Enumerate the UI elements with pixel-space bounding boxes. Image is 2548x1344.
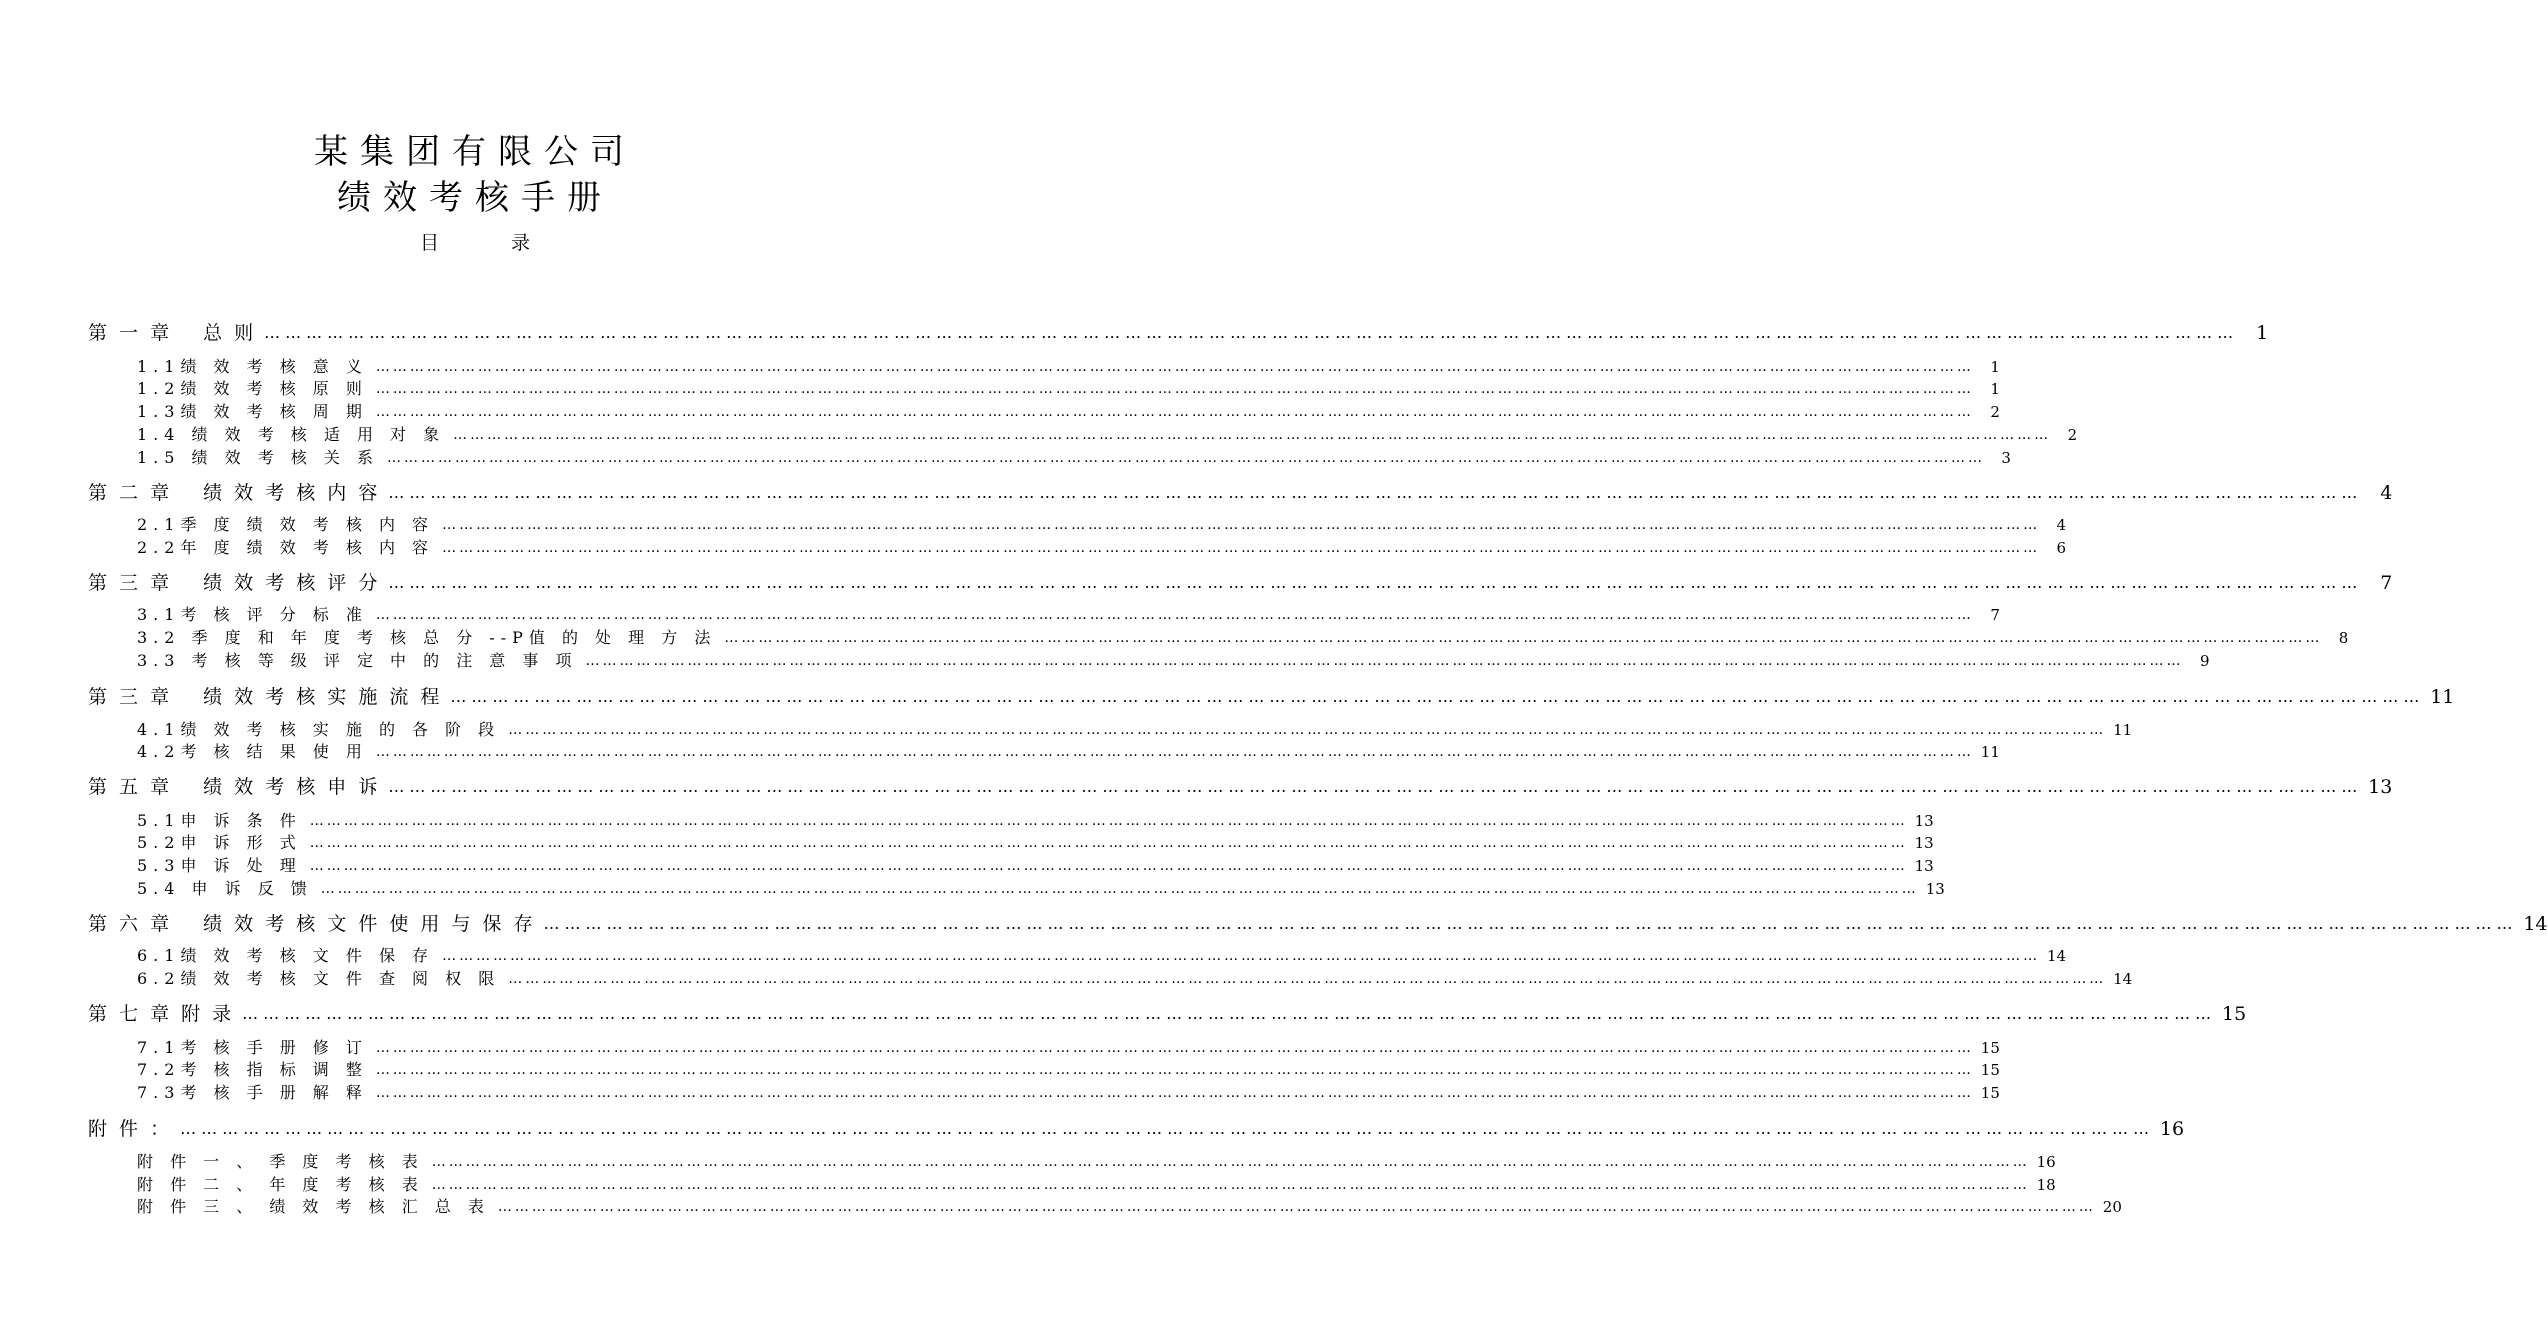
toc-dot-leader: ………………………………………………………………………………………………………………………………………………………………………………………………………………………………………………………… [388, 777, 2363, 796]
toc-page-number: 16 [2159, 1118, 2185, 1140]
toc-entry-label: 第 三 章 绩 效 考 核 评 分 [88, 572, 381, 594]
toc-dot-leader: ………………………………………………………………………………………………………………………………………………………………………………………………………………………………………………………… [180, 1119, 2155, 1138]
toc-entry-label: 5.1申 诉 条 件 [137, 811, 302, 830]
toc-dot-leader: ………………………………………………………………………………………………………………………………………………………………………………………………………………………………………………………… [375, 359, 1974, 375]
toc-entry-label: 5.3申 诉 处 理 [137, 856, 302, 875]
toc-section-row[interactable] [137, 1037, 2000, 1059]
toc-page-number: 2 [1990, 403, 2000, 421]
toc-page-number: 16 [2036, 1153, 2056, 1171]
toc-dot-leader: ………………………………………………………………………………………………………………………………………………………………………………………………………………………………………………………… [442, 948, 2041, 964]
toc-page-number: 14 [2046, 947, 2067, 965]
toc-page-number: 2 [2067, 426, 2078, 444]
toc-entry-label: 7.1考 核 手 册 修 订 [137, 1038, 368, 1057]
toc-page-number: 13 [1914, 834, 1934, 852]
toc-entry-label: 1.1绩 效 考 核 意 义 [137, 357, 368, 376]
title-line-1: 某集团有限公司 [314, 132, 636, 172]
toc-dot-leader: ………………………………………………………………………………………………………………………………………………………………………………………………………………………………………………………… [388, 483, 2363, 502]
toc-entry-label: 1.3绩 效 考 核 周 期 [137, 402, 368, 421]
toc-section-row[interactable] [137, 356, 2000, 378]
toc-dot-leader: ………………………………………………………………………………………………………………………………………………………………………………………………………………………………………………………… [320, 881, 1919, 897]
toc-page-number: 9 [2199, 652, 2210, 670]
toc-entry-label: 6.1绩 效 考 核 文 件 保 存 [137, 946, 435, 965]
toc-dot-leader: ………………………………………………………………………………………………………………………………………………………………………………………………………………………………………………………… [508, 722, 2107, 738]
toc-dot-leader: ………………………………………………………………………………………………………………………………………………………………………………………………………………………………………………………… [375, 744, 1974, 760]
toc-entry-label: 1.2绩 效 考 核 原 则 [137, 379, 368, 398]
toc-dot-leader: ………………………………………………………………………………………………………………………………………………………………………………………………………………………………………………………… [442, 540, 2041, 556]
toc-page-number: 15 [1980, 1061, 2000, 1079]
toc-entry-label: 第 七 章 附 录 [88, 1003, 235, 1025]
toc-dot-leader: ………………………………………………………………………………………………………………………………………………………………………………………………………………………………………………………… [497, 1199, 2096, 1215]
toc-page-number: 6 [2056, 539, 2067, 557]
toc-entry-label: 1.4 绩 效 考 核 适 用 对 象 [137, 425, 446, 444]
toc-chapter-row[interactable] [88, 685, 2455, 709]
toc-dot-leader: ………………………………………………………………………………………………………………………………………………………………………………………………………………………………………………………… [375, 1062, 1974, 1078]
toc-section-row[interactable] [137, 810, 1934, 832]
toc-dot-leader: ………………………………………………………………………………………………………………………………………………………………………………………………………………………………………………………… [309, 858, 1908, 874]
toc-heading-left: 目 [419, 232, 439, 254]
toc-entry-label: 附 件 二 、 年 度 考 核 表 [137, 1175, 424, 1194]
toc-dot-leader: ………………………………………………………………………………………………………………………………………………………………………………………………………………………………………………………… [442, 517, 2041, 533]
toc-dot-leader: ………………………………………………………………………………………………………………………………………………………………………………………………………………………………………………………… [375, 607, 1974, 623]
toc-dot-leader: ………………………………………………………………………………………………………………………………………………………………………………………………………………………………………………………… [375, 1085, 1974, 1101]
toc-entry-label: 4.2考 核 结 果 使 用 [137, 742, 368, 761]
toc-heading-right: 录 [511, 232, 531, 254]
toc-entry-label: 附 件 三 、 绩 效 考 核 汇 总 表 [137, 1197, 490, 1216]
toc-entry-label: 2.2年 度 绩 效 考 核 内 容 [137, 538, 435, 557]
toc-page-number: 1 [1990, 380, 2000, 398]
toc-page-number: 11 [1980, 743, 2000, 761]
toc-entry-label: 6.2绩 效 考 核 文 件 查 阅 权 限 [137, 969, 501, 988]
toc-page-number: 11 [2430, 686, 2455, 708]
toc-page-number: 1 [1990, 358, 2000, 376]
toc-chapter-row[interactable] [88, 912, 2548, 936]
toc-chapter-row[interactable] [88, 321, 2269, 345]
toc-page-number: 15 [1980, 1039, 2000, 1057]
toc-dot-leader: ………………………………………………………………………………………………………………………………………………………………………………………………………………………………………………………… [375, 1040, 1974, 1056]
toc-page-number: 13 [1914, 857, 1934, 875]
toc-dot-leader: ………………………………………………………………………………………………………………………………………………………………………………………………………………………………………………………… [585, 653, 2184, 669]
toc-entry-label: 第 五 章 绩 效 考 核 申 诉 [88, 776, 381, 798]
toc-section-row[interactable] [137, 1196, 2122, 1218]
toc-section-row[interactable] [137, 832, 1934, 854]
toc-entry-label: 2.1季 度 绩 效 考 核 内 容 [137, 515, 435, 534]
toc-section-row[interactable] [137, 968, 2133, 990]
toc-dot-leader: ………………………………………………………………………………………………………………………………………………………………………………………………………………………………………………………… [264, 323, 2239, 342]
toc-entry-label: 7.2考 核 指 标 调 整 [137, 1060, 368, 1079]
toc-page-number: 15 [1980, 1084, 2000, 1102]
toc-chapter-row[interactable] [88, 1002, 2247, 1026]
toc-dot-leader: ………………………………………………………………………………………………………………………………………………………………………………………………………………………………………………………… [508, 971, 2107, 987]
toc-dot-leader: ………………………………………………………………………………………………………………………………………………………………………………………………………………………………………………………… [450, 687, 2425, 706]
toc-section-row[interactable] [137, 447, 2011, 469]
toc-page-number: 13 [1914, 812, 1934, 830]
toc-section-row[interactable] [137, 650, 2210, 672]
toc-dot-leader: ………………………………………………………………………………………………………………………………………………………………………………………………………………………………………………………… [242, 1004, 2217, 1023]
toc-section-row[interactable] [137, 424, 2078, 446]
toc-entry-label: 7.3考 核 手 册 解 释 [137, 1083, 368, 1102]
toc-page-number: 20 [2102, 1198, 2122, 1216]
toc-section-row[interactable] [137, 719, 2133, 741]
toc-chapter-row[interactable] [88, 1117, 2185, 1141]
toc-page-number: 11 [2113, 721, 2133, 739]
toc-dot-leader: ………………………………………………………………………………………………………………………………………………………………………………………………………………………………………………………… [386, 450, 1985, 466]
toc-dot-leader: ………………………………………………………………………………………………………………………………………………………………………………………………………………………………………………………… [543, 914, 2518, 933]
toc-dot-leader: ………………………………………………………………………………………………………………………………………………………………………………………………………………………………………………………… [309, 835, 1908, 851]
toc-page-number: 15 [2221, 1003, 2247, 1025]
toc-section-row[interactable] [137, 855, 1934, 877]
toc-section-row[interactable] [137, 1174, 2056, 1196]
toc-page-number: 13 [1925, 880, 1945, 898]
toc-page-number: 1 [2256, 322, 2269, 344]
toc-entry-label: 第 三 章 绩 效 考 核 实 施 流 程 [88, 686, 443, 708]
toc-section-row[interactable] [137, 1151, 2056, 1173]
toc-section-row[interactable] [137, 878, 1945, 900]
toc-page-number: 4 [2056, 516, 2067, 534]
toc-section-row[interactable] [137, 378, 2000, 400]
toc-page-number: 13 [2368, 776, 2393, 798]
toc-page-number: 3 [2001, 449, 2011, 467]
toc-chapter-row[interactable] [88, 775, 2393, 799]
toc-entry-label: 附 件 ： [88, 1118, 173, 1140]
toc-dot-leader: ………………………………………………………………………………………………………………………………………………………………………………………………………………………………………………………… [453, 427, 2052, 443]
toc-section-row[interactable] [137, 401, 2000, 423]
toc-section-row[interactable] [137, 627, 2349, 649]
title-line-2: 绩效考核手册 [337, 178, 613, 218]
toc-chapter-row[interactable] [88, 571, 2393, 595]
toc-heading [0, 230, 950, 256]
toc-section-row[interactable] [137, 604, 2000, 626]
toc-dot-leader: ………………………………………………………………………………………………………………………………………………………………………………………………………………………………………………………… [431, 1177, 2030, 1193]
toc-entry-label: 第 一 章 总 则 [88, 322, 257, 344]
toc-entry-label: 5.2申 诉 形 式 [137, 833, 302, 852]
toc-entry-label: 5.4 申 诉 反 馈 [137, 879, 313, 898]
toc-section-row[interactable] [137, 1059, 2000, 1081]
toc-dot-leader: ………………………………………………………………………………………………………………………………………………………………………………………………………………………………………………………… [724, 630, 2323, 646]
toc-entry-label: 3.3 考 核 等 级 评 定 中 的 注 意 事 项 [137, 651, 578, 670]
toc-entry-label: 4.1绩 效 考 核 实 施 的 各 阶 段 [137, 720, 501, 739]
toc-page-number: 14 [2113, 970, 2133, 988]
toc-page-number: 4 [2380, 482, 2393, 504]
toc-section-row[interactable] [137, 1082, 2000, 1104]
toc-page-number: 7 [2380, 572, 2393, 594]
toc-page-number: 8 [2338, 629, 2349, 647]
toc-page-number: 18 [2036, 1176, 2056, 1194]
toc-section-row[interactable] [137, 945, 2067, 967]
toc-entry-label: 1.5 绩 效 考 核 关 系 [137, 448, 379, 467]
toc-entry-label: 附 件 一 、 季 度 考 核 表 [137, 1152, 424, 1171]
toc-section-row[interactable] [137, 514, 2067, 536]
toc-page-number: 14 [2523, 913, 2548, 935]
toc-chapter-row[interactable] [88, 481, 2393, 505]
toc-page-number: 7 [1990, 606, 2000, 624]
toc-dot-leader: ………………………………………………………………………………………………………………………………………………………………………………………………………………………………………………………… [388, 573, 2363, 592]
toc-section-row[interactable] [137, 741, 2000, 763]
toc-section-row[interactable] [137, 537, 2067, 559]
toc-dot-leader: ………………………………………………………………………………………………………………………………………………………………………………………………………………………………………………………… [375, 381, 1974, 397]
toc-entry-label: 3.2 季 度 和 年 度 考 核 总 分 --P值 的 处 理 方 法 [137, 628, 717, 647]
toc-entry-label: 第 六 章 绩 效 考 核 文 件 使 用 与 保 存 [88, 913, 536, 935]
toc-dot-leader: ………………………………………………………………………………………………………………………………………………………………………………………………………………………………………………………… [431, 1154, 2030, 1170]
toc-dot-leader: ………………………………………………………………………………………………………………………………………………………………………………………………………………………………………………………… [375, 404, 1974, 420]
toc-dot-leader: ………………………………………………………………………………………………………………………………………………………………………………………………………………………………………………………… [309, 813, 1908, 829]
toc-entry-label: 3.1考 核 评 分 标 准 [137, 605, 368, 624]
toc-entry-label: 第 二 章 绩 效 考 核 内 容 [88, 482, 381, 504]
